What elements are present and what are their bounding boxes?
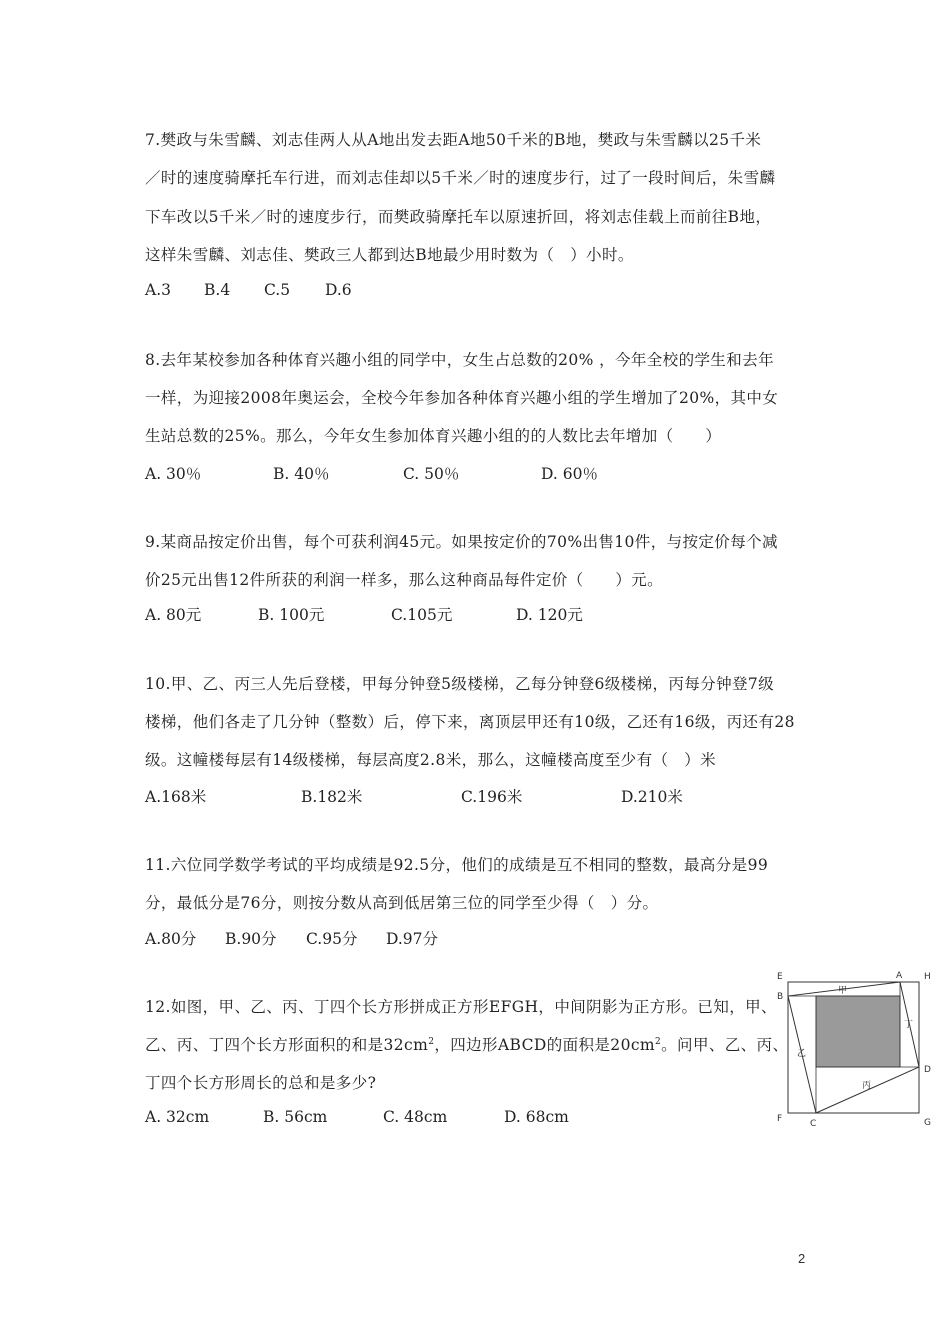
- label-e: E: [777, 972, 783, 982]
- label-g: G: [924, 1118, 931, 1128]
- label-ding: 丁: [904, 1020, 914, 1030]
- q12-line-2-part-2: ，四边形ABCD的面积是20cm: [434, 1036, 656, 1054]
- q9-option-c: C.105元: [391, 606, 453, 624]
- q9-line-1: 9.某商品按定价出售，每个可获利润45元。如果按定价的70%出售10件，与按定价每个减: [145, 533, 778, 551]
- q7-line-2: ／时的速度骑摩托车行进，而刘志佳却以5千米／时的速度步行，过了一段时间后，朱雪麟: [145, 169, 776, 187]
- q10-option-a: A.168米: [145, 788, 207, 806]
- label-a: A: [896, 971, 903, 981]
- q7-option-c: C.5: [264, 281, 291, 299]
- q7-option-b: B.4: [204, 281, 231, 299]
- q10-option-b: B.182米: [301, 788, 363, 806]
- q9-option-b: B. 100元: [258, 606, 325, 624]
- label-b: B: [777, 992, 784, 1002]
- q12-option-d: D. 68cm: [504, 1108, 569, 1126]
- q12-line-3: 丁四个长方形周长的总和是多少?: [145, 1074, 377, 1092]
- q12-line-1: 12.如图，甲、乙、丙、丁四个长方形拼成正方形EFGH，中间阴影为正方形。已知，甲、: [145, 998, 777, 1016]
- q8-line-2: 一样，为迎接2008年奥运会，全校今年参加各种体育兴趣小组的学生增加了20%，其中女: [145, 389, 779, 407]
- superscript-2: 2: [655, 1037, 662, 1047]
- q8-line-3: 生站总数的25%。那么，今年女生参加体育兴趣小组的的人数比去年增加（ ）: [145, 427, 722, 445]
- label-h: H: [924, 972, 931, 982]
- q7-line-1: 7.樊政与朱雪麟、刘志佳两人从A地出发去距A地50千米的B地，樊政与朱雪麟以25千米: [145, 131, 762, 149]
- label-c: C: [810, 1119, 817, 1129]
- q12-line-2-part-3: 。问甲、乙、丙、: [661, 1036, 789, 1054]
- q12-option-a: A. 32cm: [145, 1108, 210, 1126]
- q9-option-d: D. 120元: [516, 606, 583, 624]
- q8-option-b: B. 40％: [273, 465, 330, 483]
- q7-option-a: A.3: [145, 281, 171, 299]
- q10-line-1: 10.甲、乙、丙三人先后登楼，甲每分钟登5级楼梯，乙每分钟登6级楼梯，丙每分钟登7级: [145, 675, 775, 693]
- q8-option-c: C. 50％: [403, 465, 460, 483]
- q10-option-c: C.196米: [461, 788, 523, 806]
- q10-line-2: 楼梯，他们各走了几分钟（整数）后，停下来，离顶层甲还有10级，乙还有16级，丙还有28: [145, 713, 795, 731]
- shaded-square: [816, 996, 900, 1067]
- q11-line-1: 11.六位同学数学考试的平均成绩是92.5分，他们的成绩是互不相同的整数，最高分是99: [145, 856, 769, 874]
- q10-option-d: D.210米: [621, 788, 683, 806]
- q7-line-4: 这样朱雪麟、刘志佳、樊政三人都到达B地最少用时数为（ ）小时。: [145, 246, 634, 264]
- q12-option-c: C. 48cm: [383, 1108, 448, 1126]
- q7-option-d: D.6: [325, 281, 352, 299]
- q12-option-b: B. 56cm: [263, 1108, 328, 1126]
- label-bing: 丙: [862, 1081, 872, 1091]
- q10-line-3: 级。这幢楼每层有14级楼梯，每层高度2.8米，那么，这幢楼高度至少有（ ）米: [145, 751, 717, 769]
- label-d: D: [924, 1065, 931, 1075]
- q8-option-d: D. 60％: [541, 465, 598, 483]
- page-number: 2: [798, 1251, 806, 1266]
- q12-line-2-part-1: 乙、丙、丁四个长方形面积的和是32cm: [145, 1036, 429, 1054]
- q11-option-b: B.90分: [225, 930, 277, 948]
- square-efgh-figure: [772, 964, 937, 1129]
- q8-option-a: A. 30％: [145, 465, 202, 483]
- q8-line-1: 8.去年某校参加各种体育兴趣小组的同学中，女生占总数的20% ，今年全校的学生和去年: [145, 351, 774, 369]
- label-yi: 乙: [797, 1049, 807, 1059]
- q9-line-2: 价25元出售12件所获的利润一样多，那么这种商品每件定价（ ）元。: [145, 571, 664, 589]
- superscript-2: 2: [428, 1037, 435, 1047]
- q11-line-2: 分，最低分是76分，则按分数从高到低居第三位的同学至少得（ ）分。: [145, 894, 659, 912]
- q11-option-d: D.97分: [386, 930, 439, 948]
- q7-line-3: 下车改以5千米／时的速度步行，而樊政骑摩托车以原速折回，将刘志佳载上而前往B地，: [145, 208, 772, 226]
- q11-option-c: C.95分: [306, 930, 358, 948]
- label-jia: 甲: [838, 986, 848, 996]
- q12-line-2: [145, 1033, 788, 1055]
- q11-option-a: A.80分: [145, 930, 197, 948]
- label-f: F: [777, 1114, 783, 1124]
- q9-option-a: A. 80元: [145, 606, 202, 624]
